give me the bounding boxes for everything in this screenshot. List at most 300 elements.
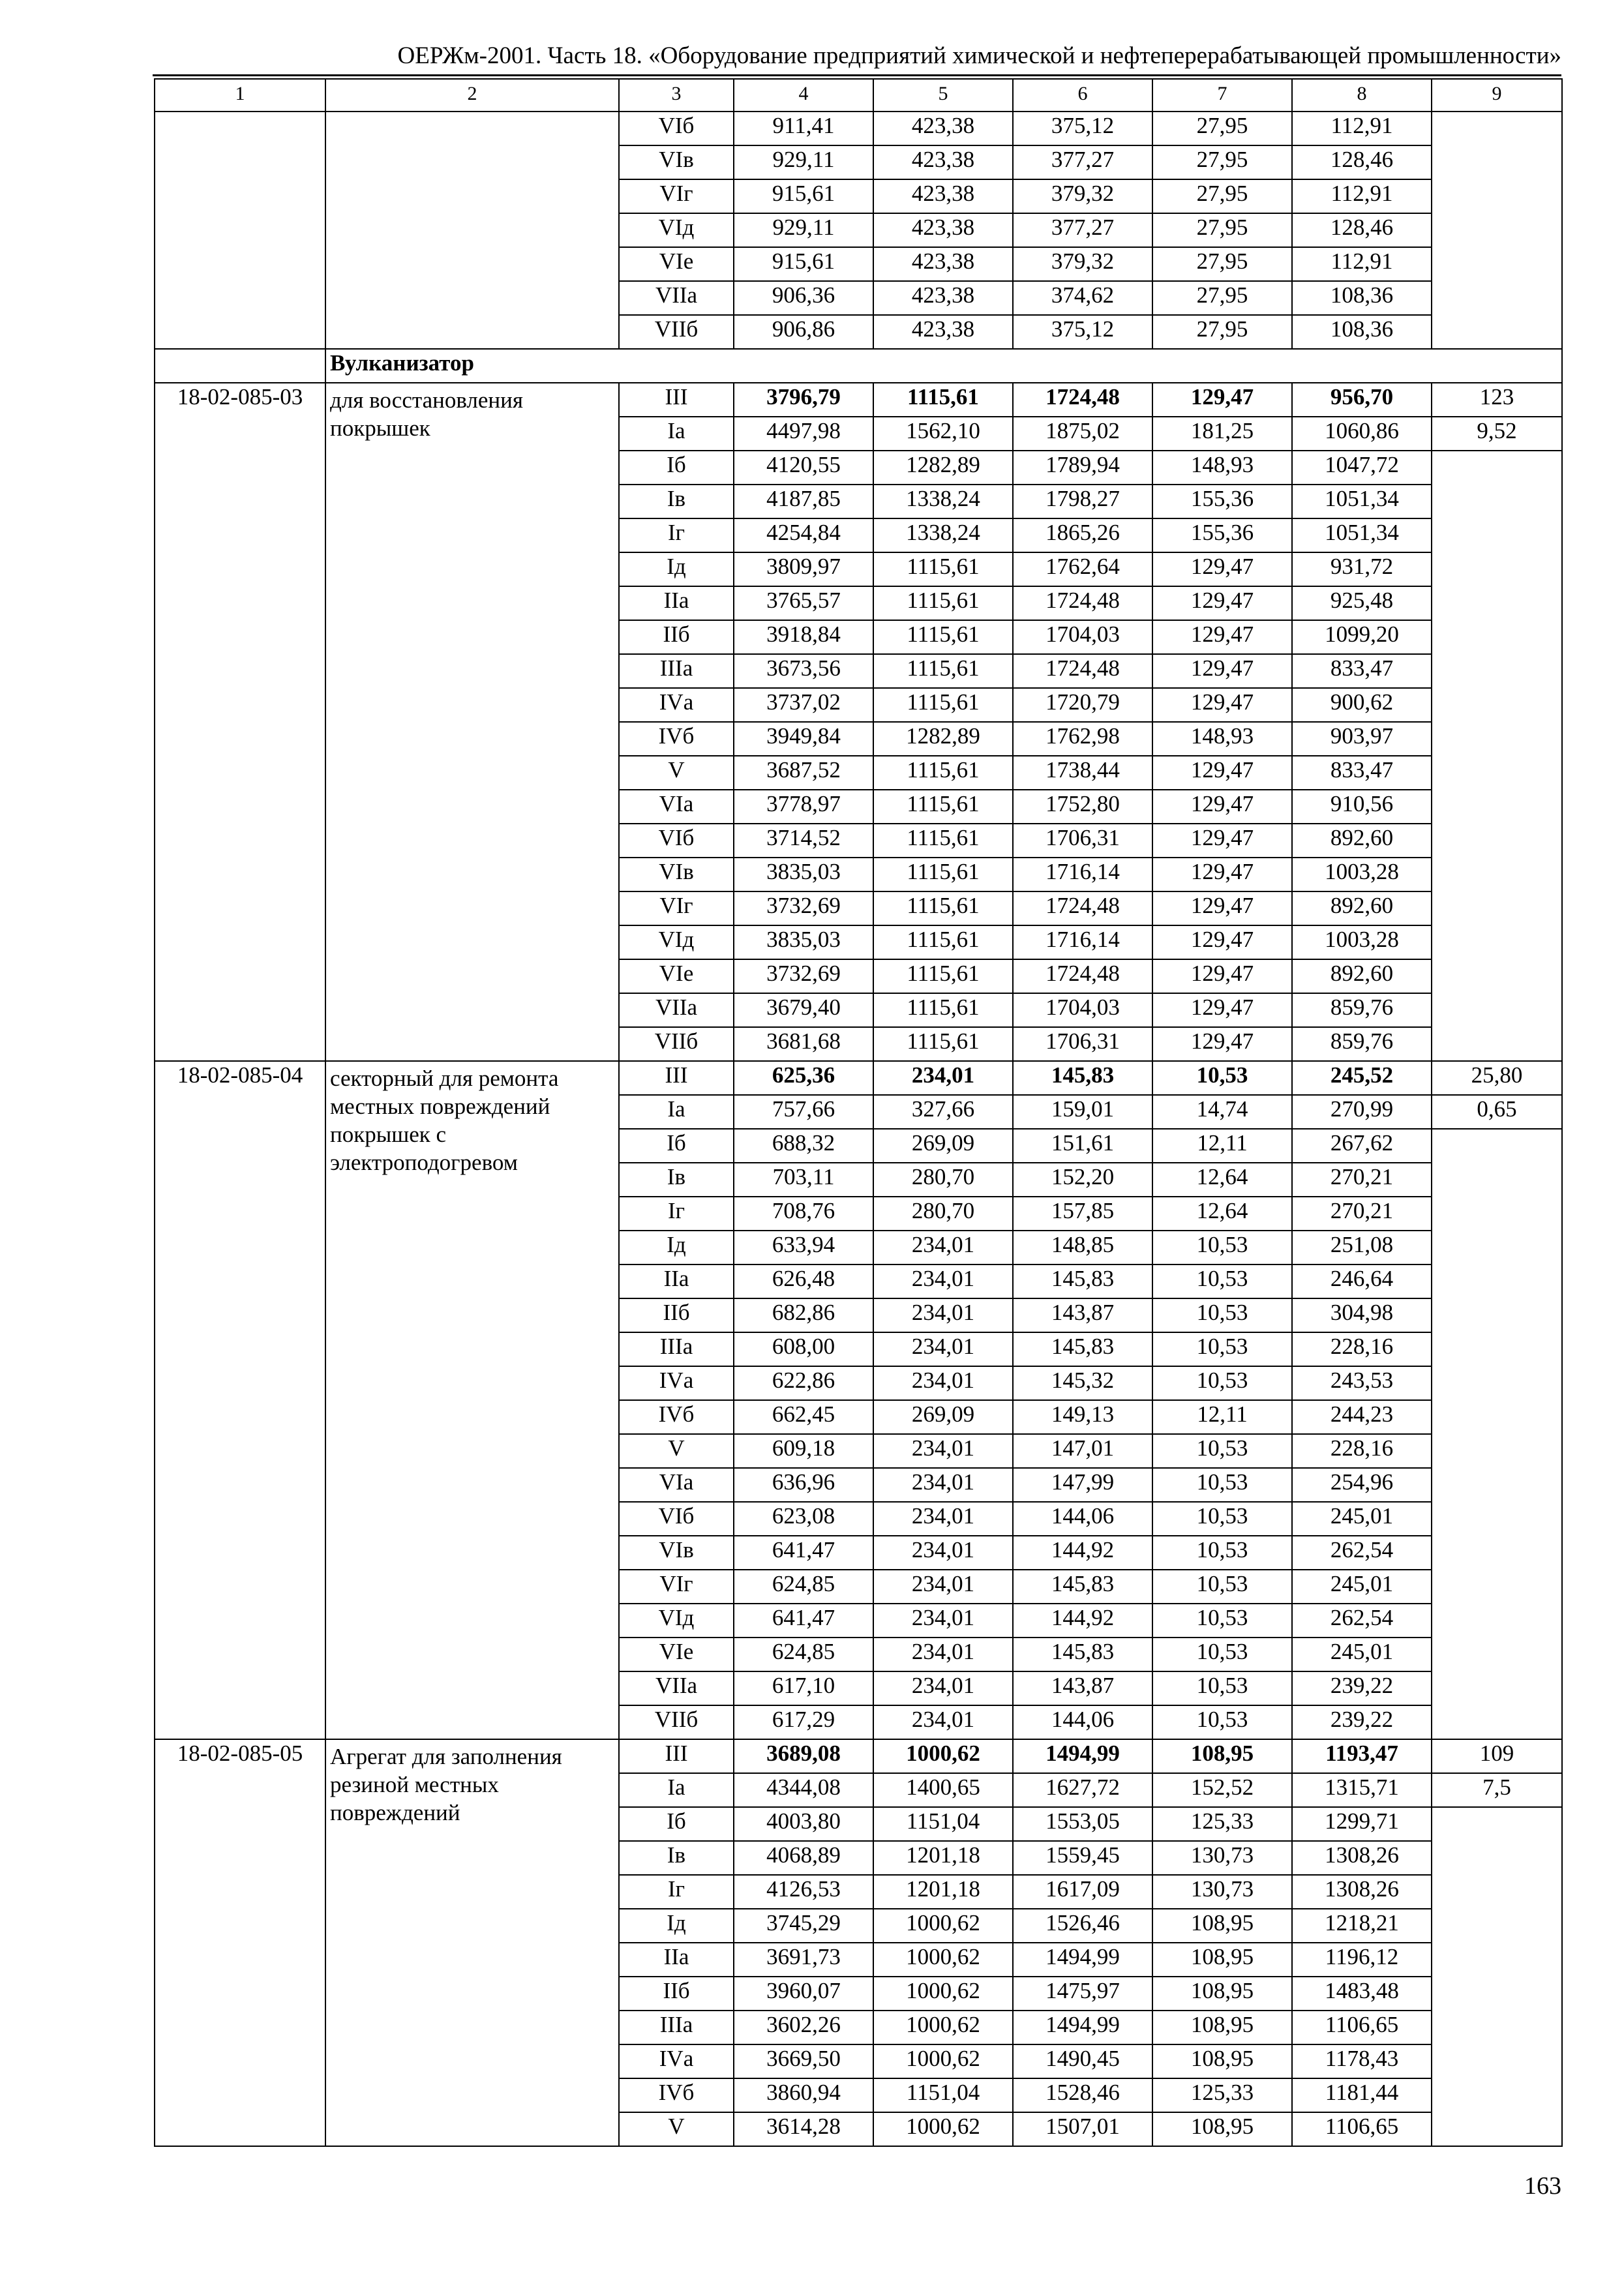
value-cell: 145,32 xyxy=(1013,1366,1152,1400)
value-cell: 3745,29 xyxy=(734,1909,873,1943)
value-cell: 129,47 xyxy=(1152,654,1292,688)
zone-cell: Iб xyxy=(619,1807,734,1841)
column-number: 1 xyxy=(155,79,325,112)
value-cell: 1706,31 xyxy=(1013,1027,1152,1061)
zone-cell: IIа xyxy=(619,1943,734,1977)
value-cell: 423,38 xyxy=(873,145,1013,179)
zone-cell: IVа xyxy=(619,1366,734,1400)
value-cell: 12,64 xyxy=(1152,1163,1292,1197)
value-cell: 10,53 xyxy=(1152,1332,1292,1366)
value-cell: 617,10 xyxy=(734,1671,873,1705)
value-cell: 1000,62 xyxy=(873,1739,1013,1773)
value-cell: 144,92 xyxy=(1013,1536,1152,1570)
value-cell: 1196,12 xyxy=(1292,1943,1432,1977)
value-cell: 1526,46 xyxy=(1013,1909,1152,1943)
zone-cell: Iг xyxy=(619,518,734,552)
value-cell: 1400,65 xyxy=(873,1773,1013,1807)
zone-cell: IVб xyxy=(619,2078,734,2112)
zone-cell: IVа xyxy=(619,2044,734,2078)
value-cell: 1060,86 xyxy=(1292,417,1432,451)
value-cell: 1507,01 xyxy=(1013,2112,1152,2146)
running-header: ОЕРЖм-2001. Часть 18. «Оборудование предприятий химической и нефтеперерабатывающей промышленности» xyxy=(153,38,1561,76)
value-cell: 1282,89 xyxy=(873,451,1013,485)
value-cell: 4003,80 xyxy=(734,1807,873,1841)
zone-cell: IVб xyxy=(619,1400,734,1434)
zone-cell: VIг xyxy=(619,891,734,925)
zone-cell: VIе xyxy=(619,247,734,281)
value-cell: 234,01 xyxy=(873,1604,1013,1638)
value-cell: 112,91 xyxy=(1292,247,1432,281)
zone-cell: Iд xyxy=(619,1231,734,1264)
value-cell: 3689,08 xyxy=(734,1739,873,1773)
value-cell: 234,01 xyxy=(873,1570,1013,1604)
value-cell: 10,53 xyxy=(1152,1264,1292,1298)
value-cell: 262,54 xyxy=(1292,1536,1432,1570)
value-cell: 3835,03 xyxy=(734,925,873,959)
value-cell: 1553,05 xyxy=(1013,1807,1152,1841)
value-cell: 234,01 xyxy=(873,1231,1013,1264)
value-cell: 234,01 xyxy=(873,1536,1013,1570)
item-name xyxy=(325,112,619,349)
value-cell: 254,96 xyxy=(1292,1468,1432,1502)
value-cell: 833,47 xyxy=(1292,654,1432,688)
value-cell: 379,32 xyxy=(1013,179,1152,213)
value-cell: 152,52 xyxy=(1152,1773,1292,1807)
zone-cell: IIа xyxy=(619,1264,734,1298)
value-cell: 1559,45 xyxy=(1013,1841,1152,1875)
value-cell: 27,95 xyxy=(1152,247,1292,281)
value-cell: 157,85 xyxy=(1013,1197,1152,1231)
value-cell: 1789,94 xyxy=(1013,451,1152,485)
extra-value-cell: 123 xyxy=(1432,383,1562,417)
zone-cell: VIг xyxy=(619,179,734,213)
value-cell: 304,98 xyxy=(1292,1298,1432,1332)
value-cell: 1724,48 xyxy=(1013,586,1152,620)
value-cell: 3835,03 xyxy=(734,858,873,891)
value-cell: 148,93 xyxy=(1152,451,1292,485)
zone-cell: IIб xyxy=(619,620,734,654)
value-cell: 159,01 xyxy=(1013,1095,1152,1129)
value-cell: 900,62 xyxy=(1292,688,1432,722)
value-cell: 1483,48 xyxy=(1292,1977,1432,2011)
extra-value-cell: 109 xyxy=(1432,1739,1562,1773)
value-cell: 129,47 xyxy=(1152,824,1292,858)
zone-cell: V xyxy=(619,1434,734,1468)
value-cell: 108,95 xyxy=(1152,2011,1292,2044)
value-cell: 151,61 xyxy=(1013,1129,1152,1163)
value-cell: 703,11 xyxy=(734,1163,873,1197)
extra-value-cell: 25,80 xyxy=(1432,1061,1562,1095)
value-cell: 423,38 xyxy=(873,179,1013,213)
value-cell: 1875,02 xyxy=(1013,417,1152,451)
value-cell: 1475,97 xyxy=(1013,1977,1152,2011)
value-cell: 1106,65 xyxy=(1292,2112,1432,2146)
value-cell: 12,64 xyxy=(1152,1197,1292,1231)
value-cell: 155,36 xyxy=(1152,518,1292,552)
value-cell: 144,06 xyxy=(1013,1502,1152,1536)
value-cell: 4120,55 xyxy=(734,451,873,485)
item-code: 18-02-085-03 xyxy=(155,383,325,1061)
zone-cell: VIв xyxy=(619,858,734,891)
value-cell: 112,91 xyxy=(1292,179,1432,213)
item-code xyxy=(155,112,325,349)
value-cell: 228,16 xyxy=(1292,1434,1432,1468)
table-row xyxy=(155,1061,1562,1095)
value-cell: 234,01 xyxy=(873,1298,1013,1332)
value-cell: 234,01 xyxy=(873,1671,1013,1705)
value-cell: 915,61 xyxy=(734,179,873,213)
zone-cell: Iб xyxy=(619,1129,734,1163)
value-cell: 4254,84 xyxy=(734,518,873,552)
zone-cell: IIб xyxy=(619,1298,734,1332)
value-cell: 128,46 xyxy=(1292,145,1432,179)
value-cell: 143,87 xyxy=(1013,1298,1152,1332)
value-cell: 267,62 xyxy=(1292,1129,1432,1163)
value-cell: 108,36 xyxy=(1292,315,1432,349)
value-cell: 145,83 xyxy=(1013,1061,1152,1095)
value-cell: 4126,53 xyxy=(734,1875,873,1909)
zone-cell: VIд xyxy=(619,925,734,959)
value-cell: 3860,94 xyxy=(734,2078,873,2112)
zone-cell: VIIб xyxy=(619,1027,734,1061)
value-cell: 251,08 xyxy=(1292,1231,1432,1264)
value-cell: 129,47 xyxy=(1152,959,1292,993)
value-cell: 1315,71 xyxy=(1292,1773,1432,1807)
value-cell: 108,95 xyxy=(1152,1739,1292,1773)
value-cell: 1115,61 xyxy=(873,586,1013,620)
value-cell: 125,33 xyxy=(1152,1807,1292,1841)
value-cell: 181,25 xyxy=(1152,417,1292,451)
value-cell: 148,93 xyxy=(1152,722,1292,756)
extra-empty-cell xyxy=(1432,112,1562,349)
value-cell: 423,38 xyxy=(873,315,1013,349)
column-number: 7 xyxy=(1152,79,1292,112)
page-number: 163 xyxy=(1524,2172,1561,2200)
value-cell: 145,83 xyxy=(1013,1570,1152,1604)
value-cell: 245,01 xyxy=(1292,1638,1432,1671)
extra-empty-cell xyxy=(1432,451,1562,1061)
value-cell: 262,54 xyxy=(1292,1604,1432,1638)
value-cell: 3737,02 xyxy=(734,688,873,722)
value-cell: 148,85 xyxy=(1013,1231,1152,1264)
value-cell: 129,47 xyxy=(1152,586,1292,620)
value-cell: 10,53 xyxy=(1152,1705,1292,1739)
value-cell: 1762,98 xyxy=(1013,722,1152,756)
value-cell: 1798,27 xyxy=(1013,485,1152,518)
value-cell: 280,70 xyxy=(873,1163,1013,1197)
value-cell: 280,70 xyxy=(873,1197,1013,1231)
value-cell: 3918,84 xyxy=(734,620,873,654)
zone-cell: VIа xyxy=(619,1468,734,1502)
value-cell: 10,53 xyxy=(1152,1604,1292,1638)
value-cell: 892,60 xyxy=(1292,959,1432,993)
value-cell: 1494,99 xyxy=(1013,2011,1152,2044)
value-cell: 1115,61 xyxy=(873,756,1013,790)
value-cell: 108,95 xyxy=(1152,2044,1292,2078)
value-cell: 3602,26 xyxy=(734,2011,873,2044)
value-cell: 145,83 xyxy=(1013,1638,1152,1671)
value-cell: 125,33 xyxy=(1152,2078,1292,2112)
value-cell: 3669,50 xyxy=(734,2044,873,2078)
value-cell: 234,01 xyxy=(873,1366,1013,1400)
value-cell: 1000,62 xyxy=(873,2044,1013,2078)
zone-cell: IIа xyxy=(619,586,734,620)
price-table xyxy=(154,78,1563,2147)
zone-cell: VIе xyxy=(619,1638,734,1671)
value-cell: 27,95 xyxy=(1152,145,1292,179)
zone-cell: VIд xyxy=(619,213,734,247)
value-cell: 624,85 xyxy=(734,1570,873,1604)
value-cell: 1000,62 xyxy=(873,1943,1013,1977)
value-cell: 1115,61 xyxy=(873,654,1013,688)
value-cell: 1762,64 xyxy=(1013,552,1152,586)
value-cell: 892,60 xyxy=(1292,891,1432,925)
value-cell: 1617,09 xyxy=(1013,1875,1152,1909)
zone-cell: III xyxy=(619,1739,734,1773)
extra-value-cell: 0,65 xyxy=(1432,1095,1562,1129)
value-cell: 1115,61 xyxy=(873,858,1013,891)
value-cell: 375,12 xyxy=(1013,315,1152,349)
value-cell: 245,01 xyxy=(1292,1502,1432,1536)
value-cell: 27,95 xyxy=(1152,315,1292,349)
value-cell: 1051,34 xyxy=(1292,518,1432,552)
value-cell: 108,95 xyxy=(1152,2112,1292,2146)
value-cell: 147,99 xyxy=(1013,1468,1152,1502)
value-cell: 1218,21 xyxy=(1292,1909,1432,1943)
value-cell: 624,85 xyxy=(734,1638,873,1671)
value-cell: 1115,61 xyxy=(873,552,1013,586)
value-cell: 1724,48 xyxy=(1013,654,1152,688)
value-cell: 129,47 xyxy=(1152,891,1292,925)
section-title: Вулканизатор xyxy=(325,349,1562,383)
value-cell: 270,99 xyxy=(1292,1095,1432,1129)
zone-cell: Iг xyxy=(619,1875,734,1909)
value-cell: 423,38 xyxy=(873,213,1013,247)
zone-cell: Iв xyxy=(619,1841,734,1875)
value-cell: 4068,89 xyxy=(734,1841,873,1875)
value-cell: 910,56 xyxy=(1292,790,1432,824)
value-cell: 1562,10 xyxy=(873,417,1013,451)
value-cell: 1724,48 xyxy=(1013,383,1152,417)
value-cell: 129,47 xyxy=(1152,993,1292,1027)
value-cell: 1716,14 xyxy=(1013,925,1152,959)
value-cell: 906,36 xyxy=(734,281,873,315)
zone-cell: IIIа xyxy=(619,1332,734,1366)
value-cell: 1000,62 xyxy=(873,2011,1013,2044)
zone-cell: Iб xyxy=(619,451,734,485)
zone-cell: III xyxy=(619,383,734,417)
value-cell: 228,16 xyxy=(1292,1332,1432,1366)
value-cell: 374,62 xyxy=(1013,281,1152,315)
value-cell: 3809,97 xyxy=(734,552,873,586)
value-cell: 1308,26 xyxy=(1292,1875,1432,1909)
column-number: 5 xyxy=(873,79,1013,112)
value-cell: 149,13 xyxy=(1013,1400,1152,1434)
value-cell: 3732,69 xyxy=(734,959,873,993)
zone-cell: Iд xyxy=(619,1909,734,1943)
zone-cell: Iа xyxy=(619,417,734,451)
value-cell: 662,45 xyxy=(734,1400,873,1434)
value-cell: 1193,47 xyxy=(1292,1739,1432,1773)
zone-cell: VIв xyxy=(619,1536,734,1570)
value-cell: 155,36 xyxy=(1152,485,1292,518)
value-cell: 269,09 xyxy=(873,1400,1013,1434)
value-cell: 129,47 xyxy=(1152,858,1292,891)
value-cell: 956,70 xyxy=(1292,383,1432,417)
value-cell: 244,23 xyxy=(1292,1400,1432,1434)
value-cell: 625,36 xyxy=(734,1061,873,1095)
value-cell: 1115,61 xyxy=(873,891,1013,925)
value-cell: 1003,28 xyxy=(1292,858,1432,891)
value-cell: 1178,43 xyxy=(1292,2044,1432,2078)
value-cell: 641,47 xyxy=(734,1604,873,1638)
item-name: Агрегат для заполнения резиной местных повреждений xyxy=(325,1739,619,2146)
value-cell: 1000,62 xyxy=(873,2112,1013,2146)
value-cell: 14,74 xyxy=(1152,1095,1292,1129)
value-cell: 636,96 xyxy=(734,1468,873,1502)
value-cell: 682,86 xyxy=(734,1298,873,1332)
zone-cell: IVа xyxy=(619,688,734,722)
value-cell: 4187,85 xyxy=(734,485,873,518)
value-cell: 129,47 xyxy=(1152,790,1292,824)
value-cell: 1338,24 xyxy=(873,518,1013,552)
value-cell: 129,47 xyxy=(1152,1027,1292,1061)
value-cell: 27,95 xyxy=(1152,179,1292,213)
value-cell: 12,11 xyxy=(1152,1129,1292,1163)
zone-cell: VIIа xyxy=(619,1671,734,1705)
value-cell: 375,12 xyxy=(1013,112,1152,145)
value-cell: 1151,04 xyxy=(873,2078,1013,2112)
zone-cell: VIв xyxy=(619,145,734,179)
column-number: 2 xyxy=(325,79,619,112)
value-cell: 1151,04 xyxy=(873,1807,1013,1841)
value-cell: 239,22 xyxy=(1292,1705,1432,1739)
zone-cell: Iд xyxy=(619,552,734,586)
value-cell: 1181,44 xyxy=(1292,2078,1432,2112)
zone-cell: V xyxy=(619,756,734,790)
value-cell: 892,60 xyxy=(1292,824,1432,858)
value-cell: 3732,69 xyxy=(734,891,873,925)
value-cell: 234,01 xyxy=(873,1638,1013,1671)
value-cell: 1115,61 xyxy=(873,993,1013,1027)
column-number-row xyxy=(155,79,1562,112)
zone-cell: Iв xyxy=(619,1163,734,1197)
value-cell: 1720,79 xyxy=(1013,688,1152,722)
value-cell: 3681,68 xyxy=(734,1027,873,1061)
value-cell: 1627,72 xyxy=(1013,1773,1152,1807)
value-cell: 10,53 xyxy=(1152,1502,1292,1536)
zone-cell: VIIа xyxy=(619,993,734,1027)
value-cell: 10,53 xyxy=(1152,1570,1292,1604)
value-cell: 377,27 xyxy=(1013,145,1152,179)
value-cell: 27,95 xyxy=(1152,213,1292,247)
value-cell: 3778,97 xyxy=(734,790,873,824)
zone-cell: VIб xyxy=(619,824,734,858)
value-cell: 379,32 xyxy=(1013,247,1152,281)
value-cell: 234,01 xyxy=(873,1502,1013,1536)
value-cell: 1047,72 xyxy=(1292,451,1432,485)
value-cell: 608,00 xyxy=(734,1332,873,1366)
zone-cell: VIе xyxy=(619,959,734,993)
value-cell: 10,53 xyxy=(1152,1298,1292,1332)
value-cell: 129,47 xyxy=(1152,620,1292,654)
value-cell: 234,01 xyxy=(873,1332,1013,1366)
value-cell: 10,53 xyxy=(1152,1061,1292,1095)
value-cell: 3691,73 xyxy=(734,1943,873,1977)
zone-cell: Iг xyxy=(619,1197,734,1231)
value-cell: 10,53 xyxy=(1152,1231,1292,1264)
value-cell: 423,38 xyxy=(873,247,1013,281)
value-cell: 1338,24 xyxy=(873,485,1013,518)
value-cell: 145,83 xyxy=(1013,1332,1152,1366)
table-row xyxy=(155,383,1562,417)
value-cell: 234,01 xyxy=(873,1468,1013,1502)
value-cell: 130,73 xyxy=(1152,1841,1292,1875)
value-cell: 3673,56 xyxy=(734,654,873,688)
value-cell: 906,86 xyxy=(734,315,873,349)
value-cell: 1115,61 xyxy=(873,824,1013,858)
value-cell: 1706,31 xyxy=(1013,824,1152,858)
value-cell: 1282,89 xyxy=(873,722,1013,756)
section-code-cell xyxy=(155,349,325,383)
value-cell: 269,09 xyxy=(873,1129,1013,1163)
value-cell: 1201,18 xyxy=(873,1875,1013,1909)
value-cell: 1738,44 xyxy=(1013,756,1152,790)
value-cell: 925,48 xyxy=(1292,586,1432,620)
value-cell: 143,87 xyxy=(1013,1671,1152,1705)
value-cell: 3679,40 xyxy=(734,993,873,1027)
value-cell: 1494,99 xyxy=(1013,1739,1152,1773)
value-cell: 108,95 xyxy=(1152,1977,1292,2011)
value-cell: 3687,52 xyxy=(734,756,873,790)
value-cell: 145,83 xyxy=(1013,1264,1152,1298)
column-number: 8 xyxy=(1292,79,1432,112)
value-cell: 1051,34 xyxy=(1292,485,1432,518)
value-cell: 246,64 xyxy=(1292,1264,1432,1298)
value-cell: 1716,14 xyxy=(1013,858,1152,891)
section-row xyxy=(155,349,1562,383)
zone-cell: VIб xyxy=(619,112,734,145)
zone-cell: III xyxy=(619,1061,734,1095)
value-cell: 1308,26 xyxy=(1292,1841,1432,1875)
value-cell: 833,47 xyxy=(1292,756,1432,790)
value-cell: 234,01 xyxy=(873,1264,1013,1298)
value-cell: 12,11 xyxy=(1152,1400,1292,1434)
value-cell: 626,48 xyxy=(734,1264,873,1298)
value-cell: 1000,62 xyxy=(873,1977,1013,2011)
value-cell: 1106,65 xyxy=(1292,2011,1432,2044)
value-cell: 1704,03 xyxy=(1013,620,1152,654)
zone-cell: VIIб xyxy=(619,315,734,349)
value-cell: 152,20 xyxy=(1013,1163,1152,1197)
column-number: 3 xyxy=(619,79,734,112)
value-cell: 1099,20 xyxy=(1292,620,1432,654)
value-cell: 609,18 xyxy=(734,1434,873,1468)
zone-cell: Iв xyxy=(619,485,734,518)
table-row xyxy=(155,1739,1562,1773)
value-cell: 1115,61 xyxy=(873,925,1013,959)
value-cell: 234,01 xyxy=(873,1061,1013,1095)
value-cell: 3614,28 xyxy=(734,2112,873,2146)
value-cell: 911,41 xyxy=(734,112,873,145)
value-cell: 1000,62 xyxy=(873,1909,1013,1943)
value-cell: 10,53 xyxy=(1152,1536,1292,1570)
value-cell: 3949,84 xyxy=(734,722,873,756)
value-cell: 10,53 xyxy=(1152,1366,1292,1400)
value-cell: 270,21 xyxy=(1292,1197,1432,1231)
column-number: 9 xyxy=(1432,79,1562,112)
zone-cell: IIIа xyxy=(619,2011,734,2044)
